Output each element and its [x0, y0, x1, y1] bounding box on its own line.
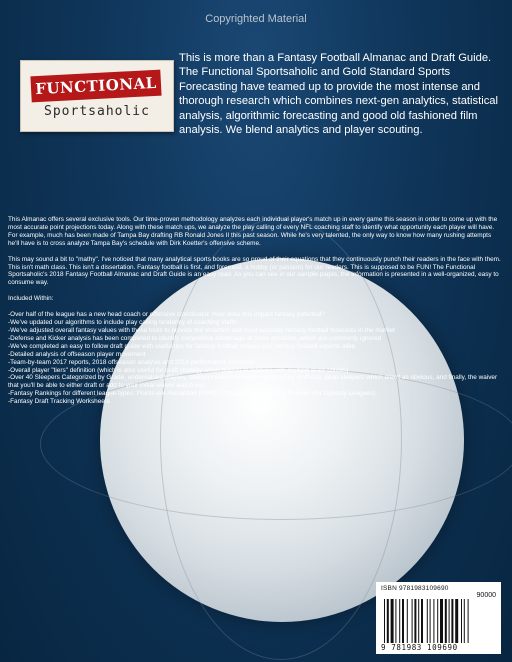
logo-stamp	[30, 70, 161, 103]
logo-stamp-text: FUNCTIONAL	[34, 73, 158, 99]
included-item: -We've completed an easy to follow draft guide with useful tips for fantasy football rookies and fantasy football experts alike	[8, 342, 356, 350]
barcode-bar	[437, 599, 438, 643]
barcode-bar	[384, 599, 385, 643]
included-item: -We've adjusted overall fantasy values with these tools to provide the smartest and most accurate fantasy football forecasts in the market	[8, 326, 395, 334]
description-paragraph: This may sound a bit to "mathy". I've noticed that many analytical sports books are so proud of their equations that they continuously punch their readers in the face with them. This isn't math class. This isn't a dissertation. Fantasy football is first, and foremost, a hobby (or passion) for our readers. This is supposed to be FUN! The Functional Sportsaholic's 2018 Fantasy Football Almanac and Draft Guide is an easy read. As you can see in our sample pages, the information is presented in a well-organized, easy to consume way.	[8, 255, 501, 287]
included-item: -Over half of the league has a new head coach or offensive coordinator. How does this impact fantasy potential?	[8, 311, 325, 319]
logo-wordmark: Sportsaholic	[44, 104, 150, 119]
barcode-bar	[430, 599, 431, 643]
barcode-bar	[387, 599, 389, 643]
barcode-bar	[395, 599, 396, 643]
barcode-bar	[414, 599, 416, 643]
barcode-bar	[402, 599, 404, 643]
barcode-bar	[418, 599, 419, 643]
barcode-bar	[399, 599, 400, 643]
barcode-bar	[451, 599, 453, 643]
included-item: -Defense and Kicker analysis has been completed to identify competitive advantage at these positions, which are commonly ignored	[8, 334, 382, 342]
description-paragraph: This Almanac offers several exclusive tools. Our time-proven methodology analyzes each individual player's match up in every game this season in order to come up with the most accurate point projections today. Along with these match ups, we analyze the play calling of every NFL coaching staff to identify what opportunity each player will have. For example, much has been made of Tampa Bay drafting RB Ronald Jones II this past season. While he's very talented, the only way to know how many rushing attempts he'll have is to cross analyze Tampa Bay's schedule with Dirk Koetter's offensive scheme.	[8, 216, 498, 247]
included-item: -Fantasy Rankings for different league types: Points-per-Reception (PPR), Standard/non-PPR and Rookies (for Dynasty Leagues)	[8, 390, 376, 398]
included-heading: Included Within:	[8, 295, 54, 303]
barcode-bar	[455, 599, 458, 643]
copyright-watermark: Copyrighted Material	[205, 13, 307, 25]
included-item: -Team-by-team 2017 reports, 2018 offseason analysis and 2018 performance forecasts	[8, 358, 255, 366]
functional-sportsaholic-logo	[20, 60, 174, 132]
barcode-bar	[391, 599, 394, 643]
included-item: -Overall player "tiers" definition (which is also useful for draft strategy when playing in leagues with multiple team counts)	[8, 366, 349, 374]
barcode-bar	[445, 599, 447, 643]
included-item: -Detailed analysis of offseason player movement	[8, 350, 146, 358]
barcode-digits: 9 781983 109690	[381, 643, 458, 652]
intro-blurb: This is more than a Fantasy Football Almanac and Draft Guide. The Functional Sportsaholic and Gold Standard Sports Forecasting have teamed up to provide the most intense and thorough research which combines next-gen analytics, statistical analysis, algorithmic forecasting and good old fashioned film analysis. We blend analytics and player scouting.	[179, 52, 499, 137]
included-list	[8, 311, 504, 406]
included-item: -Over 40 Sleepers Categorized by Grade, undervalued players, sleepers everyone will know about by draft day, deep sleepers which aren't as obvious, and finally, the waiver that you'll be able to either draft or add to your initial waiver watch list)	[8, 374, 498, 390]
barcode-bar	[449, 599, 450, 643]
description-body	[8, 216, 504, 406]
barcode-bar	[433, 599, 434, 643]
barcode-bar	[421, 599, 423, 643]
barcode-bar	[407, 599, 408, 643]
barcode-bar	[464, 599, 465, 643]
included-item: -Fantasy Draft Tracking Worksheets	[8, 398, 110, 406]
barcode-bar	[468, 599, 469, 643]
isbn-label: ISBN 9781983109690	[381, 585, 449, 592]
barcode-bars	[384, 599, 494, 643]
barcode-bar	[427, 599, 428, 643]
barcode-bar	[440, 599, 443, 643]
included-item: -We've updated our algorithms to include play calling tendency of coaching staffs	[8, 319, 237, 327]
barcode-bar	[412, 599, 413, 643]
barcode-bar	[461, 599, 462, 643]
price-code: 90000	[476, 592, 496, 599]
isbn-barcode	[376, 582, 501, 654]
